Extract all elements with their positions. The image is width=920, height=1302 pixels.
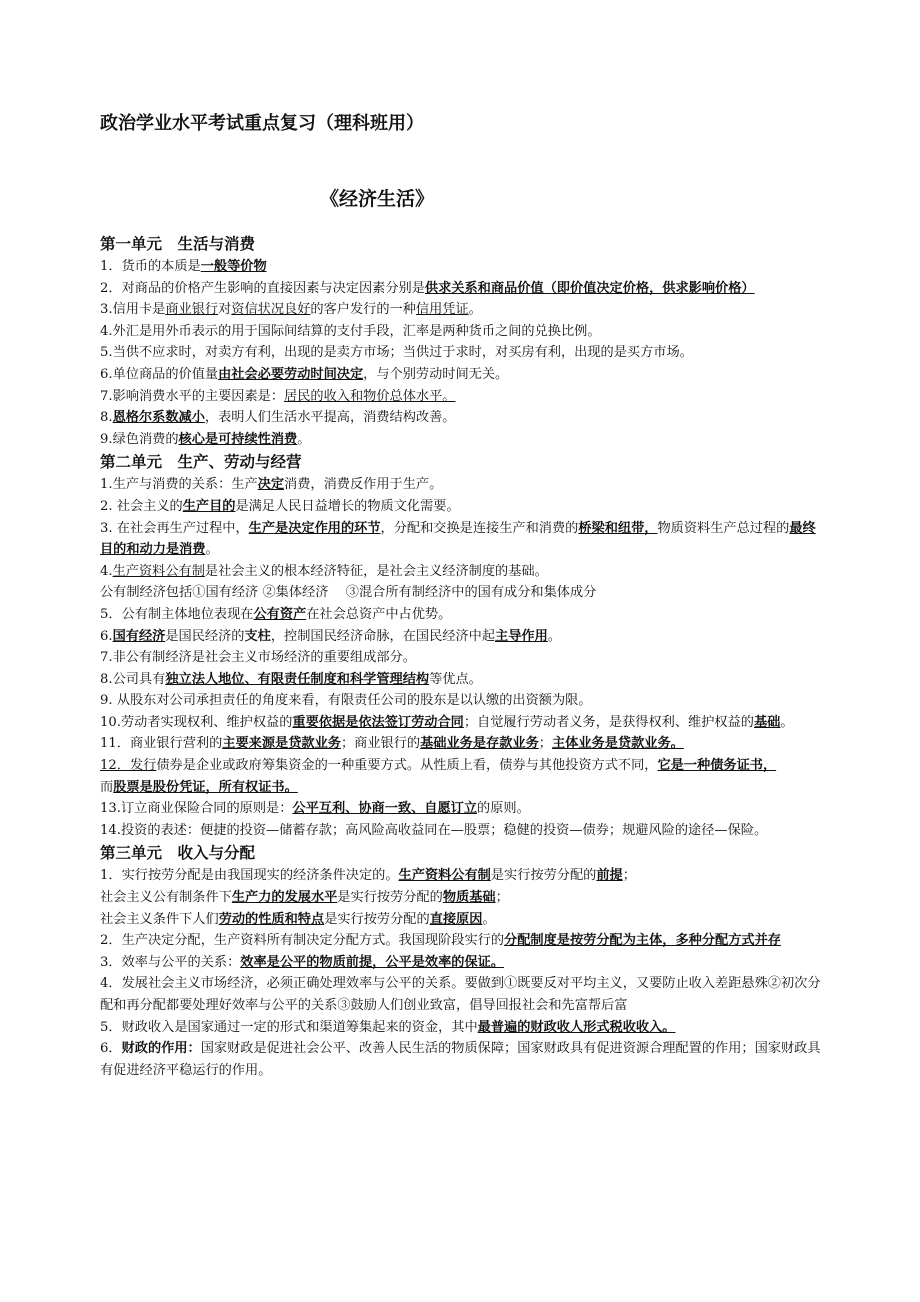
emphasis-text: 决定	[257, 477, 285, 493]
text-line	[100, 386, 824, 408]
text-segment: 5．财政收入是国家通过一定的形式和渠道筹集起来的资金，其中	[100, 1019, 478, 1035]
text-segment: ，分配和交换是连接生产和消费的	[380, 520, 579, 536]
text-line	[100, 865, 824, 887]
emphasis-text: 生产目的	[182, 498, 236, 514]
section-lines	[100, 256, 824, 450]
text-segment: 9.绿色消费的	[100, 431, 179, 447]
text-segment: 8.	[100, 410, 113, 426]
emphasis-text: 它是一种债务证书，	[657, 758, 777, 774]
text-segment: 5.当供不应求时，对卖方有利，出现的是卖方市场；当供过于求时，对买房有利，出现的是买方市场。	[100, 345, 693, 361]
emphasis-text: 生产是决定作用的环节	[248, 520, 381, 536]
emphasis-text: 物质基础	[442, 890, 496, 906]
text-segment: 2. 社会主义的	[100, 498, 183, 514]
text-line	[100, 952, 824, 974]
emphasis-text: 最终目的和动力是消费	[100, 520, 816, 558]
text-line	[100, 909, 824, 931]
text-line	[100, 798, 824, 820]
text-line	[100, 278, 824, 300]
text-segment: 是实行按劳分配的	[337, 890, 443, 906]
emphasis-text: 公平互利、协商一致、自愿订立	[292, 801, 478, 817]
text-segment: 6.单位商品的价值量	[100, 366, 219, 382]
text-line	[100, 887, 824, 909]
text-segment: 消费，消费反作用于生产。	[284, 477, 443, 493]
emphasis-text: 股票是股份凭证，所有权证书。	[113, 779, 298, 795]
text-segment: 是国民经济的	[165, 628, 245, 644]
emphasis-text: 主体业务是贷款业务。	[551, 736, 684, 752]
text-line	[100, 733, 824, 755]
emphasis-text: 前提	[596, 868, 623, 884]
section-unit-3	[100, 841, 824, 1081]
emphasis-text: 最普遍的财政收人形式税收收入。	[477, 1019, 676, 1035]
text-segment: 13.订立商业保险合同的原则是：	[100, 801, 293, 817]
text-segment: 是社会主义的根本经济特征，是社会主义经济制度的基础。	[204, 563, 548, 579]
emphasis-text: 财政的作用：	[121, 1041, 201, 1057]
emphasis-text: 独立法人地位、有限责任制度和科学管理结构	[165, 671, 430, 687]
text-segment: ；	[622, 868, 636, 884]
emphasis-text: 基础	[753, 714, 781, 730]
text-segment: 6．	[100, 1041, 122, 1057]
text-segment: 社会主义公有制条件下	[100, 890, 232, 906]
document-title: 政治学业水平考试重点复习（理科班用）	[100, 113, 424, 134]
text-line	[100, 561, 824, 583]
text-segment: ；	[495, 890, 509, 906]
text-line	[100, 930, 824, 952]
text-segment: 3. 在社会再生产过程中，	[100, 520, 249, 536]
text-segment: 5．公有制主体地位表现在	[100, 606, 254, 622]
text-segment: 。	[468, 302, 482, 318]
text-segment: 8.公司具有	[100, 671, 166, 687]
text-segment: 国家财政是促进社会公平、改善人民生活的物质保障；国家财政具有促进资源合理配置的作用；国家财政具有促进经济平稳运行的作用。	[100, 1041, 821, 1078]
text-line	[100, 604, 824, 626]
text-segment: 对	[218, 302, 232, 318]
text-segment: 是实行按劳分配的	[324, 911, 430, 927]
text-line	[100, 820, 824, 842]
text-segment: 。	[297, 431, 311, 447]
text-segment: ；商业银行的	[340, 736, 421, 752]
text-line	[100, 342, 824, 364]
text-segment: 。	[205, 542, 219, 558]
text-segment: 是实行按劳分配的	[490, 868, 597, 884]
text-line	[100, 973, 824, 1016]
text-segment: ，表明人们生活水平提高，消费结构改善。	[204, 410, 456, 426]
text-segment: 物质资料生产总过程的	[657, 520, 790, 536]
text-line	[100, 1017, 824, 1039]
emphasis-text: 主导作用	[495, 628, 548, 644]
text-segment: ，与个别劳动时间无关。	[363, 366, 509, 382]
text-segment: 。	[547, 628, 561, 644]
text-segment: 公有制经济包括①国有经济 ②集体经济 ③混合所有制经济中的国有成分和集体成分	[100, 585, 597, 601]
emphasis-text: 生产力的发展水平	[231, 890, 338, 906]
text-line	[100, 777, 824, 799]
text-line	[100, 1038, 824, 1081]
emphasis-text: 12．发行	[100, 758, 157, 774]
emphasis-text: 信用凭证	[415, 302, 469, 318]
text-line	[100, 429, 824, 451]
text-segment: 的原则。	[477, 801, 530, 817]
text-segment: 7.影响消费水平的主要因素是：	[100, 388, 285, 404]
section-heading: 第二单元 生产、劳动与经营	[100, 453, 302, 472]
section-unit-2	[100, 450, 824, 841]
text-line	[100, 496, 824, 518]
text-segment: 3．效率与公平的关系：	[100, 954, 241, 970]
section-heading: 第一单元 生活与消费	[100, 235, 256, 253]
document	[100, 112, 824, 1081]
text-line	[100, 669, 824, 691]
text-segment: 10.劳动者实现权利、维护权益的	[100, 714, 293, 730]
text-segment: 1．货币的本质是	[100, 259, 201, 274]
text-line	[100, 755, 824, 777]
text-segment: 2．对商品的价格产生影响的直接因素与决定因素分别是	[100, 280, 425, 296]
emphasis-text: 劳动的性质和特点	[218, 911, 325, 927]
emphasis-text: 由社会必要劳动时间决定	[218, 366, 364, 382]
text-segment: ；	[538, 736, 552, 752]
section-unit-1	[100, 232, 824, 450]
emphasis-text: 公有资产	[253, 606, 307, 622]
emphasis-text: 生产资料公有制	[398, 868, 491, 884]
text-segment: 。	[482, 911, 496, 927]
text-line	[100, 321, 824, 343]
emphasis-text: 直接原因	[429, 911, 483, 927]
text-segment: 是满足人民日益增长的物质文化需要。	[235, 498, 460, 514]
text-line	[100, 690, 824, 712]
text-segment: 4.	[100, 563, 113, 579]
text-line	[100, 474, 824, 496]
text-line	[100, 407, 824, 429]
text-segment: 7.非公有制经济是社会主义市场经济的重要组成部分。	[100, 650, 416, 666]
document-subtitle: 《经济生活》	[320, 188, 435, 210]
text-segment: 而	[100, 779, 114, 795]
emphasis-text: 核心是可持续性消费	[178, 431, 298, 447]
text-segment: ，控制国民经济命脉，在国民经济中起	[270, 628, 496, 644]
text-segment: 4．发展社会主义市场经济，必须正确处理效率与公平的关系。要做到①既要反对平均主义，又要防止收入差距悬殊②初次分配和再分配都要处理好效率与公平的关系③鼓励人们创业致富，倡导回报社会和先富帮后富	[100, 976, 821, 1013]
emphasis-text: 桥梁和纽带，	[578, 520, 658, 536]
text-segment: 9. 从股东对公司承担责任的角度来看，有限责任公司的股东是以认缴的出资额为限。	[100, 693, 592, 709]
text-line	[100, 712, 824, 734]
emphasis-text: 商业银行	[165, 302, 219, 318]
emphasis-text: 一般等价物	[200, 259, 267, 274]
text-segment: ；自觉履行劳动者义务，是获得权利、维护权益的	[463, 714, 754, 730]
emphasis-text: 分配制度是按劳分配为主体，多种分配方式并存	[504, 933, 781, 949]
emphasis-text: 居民的收入和物价总体水平。	[284, 388, 456, 404]
emphasis-text: 支柱	[244, 628, 271, 644]
text-segment: 在社会总资产中占优势。	[306, 606, 452, 622]
emphasis-text: 重要依据是依法签订劳动合同	[292, 714, 464, 730]
emphasis-text: 生产资料公有制	[112, 563, 205, 579]
emphasis-text: 基础业务是存款业务	[420, 736, 539, 752]
text-segment: 1．实行按劳分配是由我国现实的经济条件决定的。	[100, 868, 399, 884]
text-line	[100, 582, 824, 604]
text-line	[100, 299, 824, 321]
section-heading: 第三单元 收入与分配	[100, 844, 256, 863]
text-segment: 债券是企业或政府筹集资金的一种重要方式。从性质上看，债券与其他投资方式不同，	[156, 758, 658, 774]
text-segment: 的客户发行的一种	[310, 302, 416, 318]
text-line	[100, 626, 824, 648]
section-lines	[100, 474, 824, 841]
text-segment: 2．生产决定分配，生产资料所有制决定分配方式。我国现阶段实行的	[100, 933, 505, 949]
text-line	[100, 647, 824, 669]
text-segment: 11．商业银行营利的	[100, 736, 223, 752]
section-lines	[100, 865, 824, 1081]
text-segment: 14.投资的表述：便捷的投资—储蓄存款；高风险高收益同在—股票；稳健的投资—债券；规避风险的途径—保险。	[100, 822, 768, 838]
emphasis-text: 主要来源是贷款业务	[222, 736, 341, 752]
text-segment: 3.信用卡是	[100, 302, 166, 318]
text-line	[100, 256, 824, 278]
text-line	[100, 518, 824, 561]
text-segment: 4.外汇是用外币表示的用于国际间结算的支付手段，汇率是两种货币之间的兑换比例。	[100, 323, 601, 339]
emphasis-text: 资信状况良好	[231, 302, 311, 318]
text-segment: 1.生产与消费的关系：生产	[100, 477, 258, 493]
text-line	[100, 364, 824, 386]
text-segment: 。	[780, 714, 794, 730]
emphasis-text: 恩格尔系数减小	[112, 410, 205, 426]
emphasis-text: 国有经济	[112, 628, 166, 644]
text-segment: 社会主义条件下人们	[100, 911, 219, 927]
text-segment: 6.	[100, 628, 113, 644]
emphasis-text: 效率是公平的物质前提，公平是效率的保证。	[240, 954, 505, 970]
emphasis-text: 供求关系和商品价值（即价值决定价格，供求影响价格）	[424, 280, 755, 296]
text-segment: 等优点。	[429, 671, 482, 687]
